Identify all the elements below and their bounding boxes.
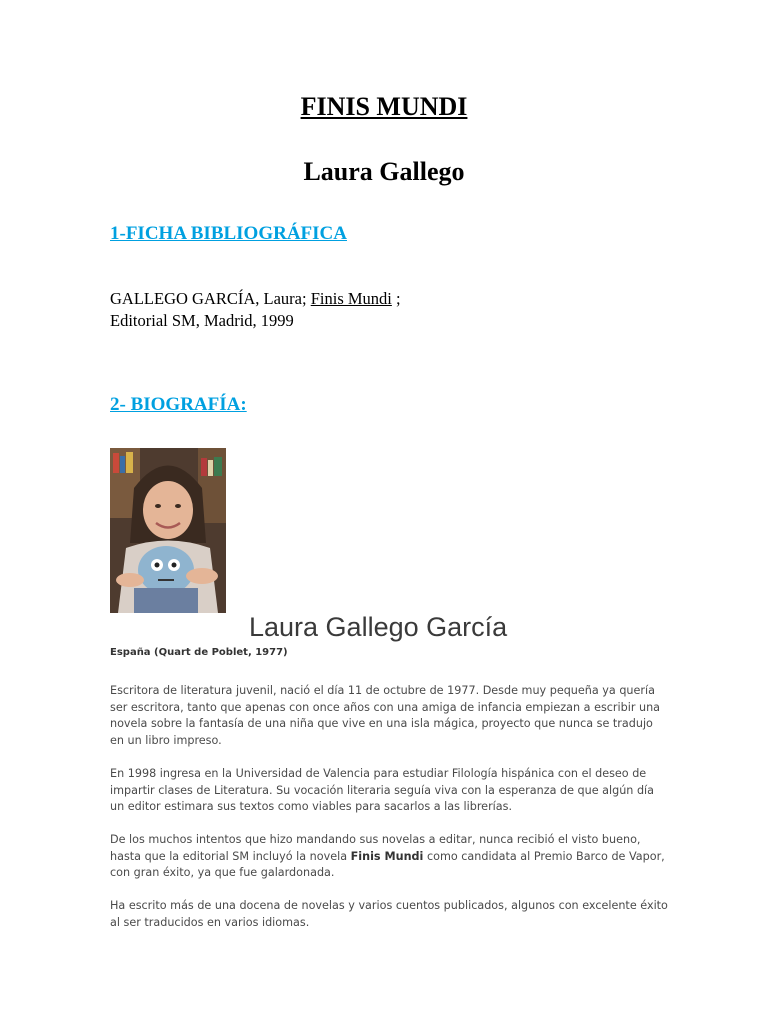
biography-origin-detail: (Quart de Poblet, 1977) [150,647,288,658]
document-author: Laura Gallego [303,157,465,186]
p3-text-end: como candidata al Premio Barco de Vapor, con gran éxito, ya que fue galardonada. [110,849,665,879]
biography-paragraph-3 [110,832,670,882]
section-heading-biografia: 2- BIOGRAFÍA: [110,394,247,415]
section-heading-ficha-bibliografica: 1-FICHA BIBLIOGRÁFICA [110,223,347,244]
citation-author: GALLEGO GARCÍA, Laura; [110,289,311,308]
citation-line-1 [110,288,401,310]
citation-publisher: Editorial SM, Madrid, 1999 [110,311,294,330]
biography-name-heading: Laura Gallego García [249,612,508,642]
author-photo [110,448,226,613]
biography-paragraph-4: Ha escrito más de una docena de novelas y varios cuentos publicados, algunos con excelente éxito al ser traducidos en varios idiomas. [110,899,668,929]
document-title: FINIS MUNDI [300,92,468,121]
biography-paragraph-1: Escritora de literatura juvenil, nació el día 11 de octubre de 1977. Desde muy pequeña ya quería ser escritora, tanto que apenas con once años con una amiga de infancia empiezan a escribir una novela sobre la fantasía de una niña que vive en una isla mágica, proyecto que nunca se tradujo en un libro impreso. [110,684,661,747]
p3-text-start: De los muchos intentos que hizo mandando sus novelas a editar, nunca recibió el visto bueno, hasta que la editorial SM incluyó la novela [110,833,641,863]
biography-origin [110,647,288,658]
p3-book-title: Finis Mundi [350,849,424,863]
citation-separator: ; [391,289,401,308]
biography-country-link[interactable]: España [110,647,151,658]
biography-paragraph-2: En 1998 ingresa en la Universidad de Valencia para estudiar Filología hispánica con el deseo de impartir clases de Literatura. Su vocación literaria seguía viva con la esperanza de que algún día un editor estimara sus textos como viables para sacarlos a las librerías. [110,767,655,813]
citation-book-title: Finis Mundi [310,289,392,308]
